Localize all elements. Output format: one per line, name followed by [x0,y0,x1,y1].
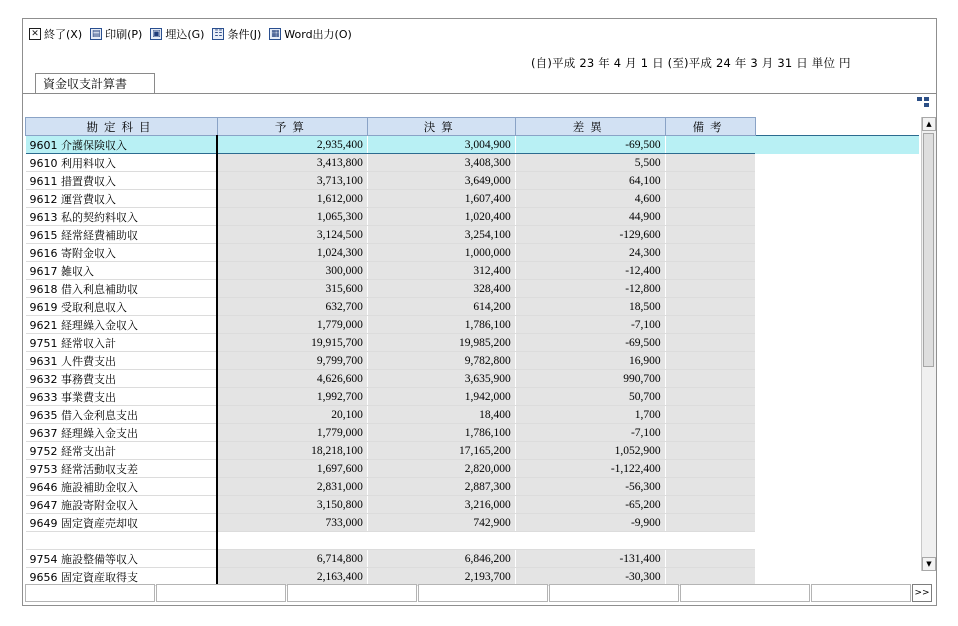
difference-cell[interactable]: 4,600 [515,190,665,208]
account-cell[interactable] [26,532,218,550]
actual-cell[interactable] [367,532,515,550]
budget-cell[interactable]: 19,915,700 [217,334,367,352]
remarks-cell[interactable] [665,514,755,532]
account-cell[interactable]: 9618 借入利息補助収 [26,280,218,298]
actual-cell[interactable]: 3,254,100 [367,226,515,244]
table-header-row [26,118,920,136]
exit-icon: ✕ [29,28,41,40]
difference-cell[interactable]: -1,122,400 [515,460,665,478]
table-row[interactable] [26,442,920,460]
table-row[interactable] [26,370,920,388]
table-row[interactable] [26,172,920,190]
tab-divider [23,93,936,94]
budget-cell[interactable]: 2,935,400 [217,136,367,154]
print-button-label: 印刷(P) [105,28,143,41]
account-cell[interactable]: 9633 事業費支出 [26,388,218,406]
difference-cell[interactable]: 16,900 [515,352,665,370]
budget-cell[interactable]: 733,000 [217,514,367,532]
account-cell[interactable]: 9635 借入金利息支出 [26,406,218,424]
account-cell[interactable]: 9646 施設補助金収入 [26,478,218,496]
actual-cell[interactable]: 614,200 [367,298,515,316]
budget-cell[interactable]: 1,779,000 [217,424,367,442]
difference-cell[interactable]: 1,052,900 [515,442,665,460]
difference-cell[interactable]: 990,700 [515,370,665,388]
account-cell[interactable]: 9637 経理繰入金支出 [26,424,218,442]
empty-cell [755,478,919,496]
table-row[interactable] [26,334,920,352]
print-icon: ▤ [91,28,101,39]
table-row[interactable] [26,280,920,298]
difference-cell[interactable]: 5,500 [515,154,665,172]
actual-cell[interactable]: 3,216,000 [367,496,515,514]
budget-cell[interactable]: 4,626,600 [217,370,367,388]
account-cell[interactable]: 9617 雑収入 [26,262,218,280]
status-cell [811,584,911,602]
account-table [25,117,919,586]
remarks-cell[interactable] [665,190,755,208]
budget-cell[interactable]: 3,150,800 [217,496,367,514]
remarks-cell[interactable] [665,298,755,316]
actual-cell[interactable]: 312,400 [367,262,515,280]
actual-cell[interactable]: 1,786,100 [367,316,515,334]
difference-cell[interactable]: 1,700 [515,406,665,424]
account-cell[interactable]: 9615 経常経費補助収 [26,226,218,244]
actual-cell[interactable]: 2,193,700 [367,568,515,586]
account-grid [25,117,919,584]
scroll-thumb[interactable] [923,133,934,367]
embed-button[interactable] [150,26,204,42]
header-account[interactable]: 勘定科目 [26,118,218,136]
remarks-cell[interactable] [665,136,755,154]
remarks-cell[interactable] [665,226,755,244]
empty-cell [755,298,919,316]
header-actual[interactable]: 決算 [367,118,515,136]
empty-cell [755,280,919,298]
empty-cell [755,424,919,442]
difference-cell[interactable]: -131,400 [515,550,665,568]
table-row[interactable] [26,460,920,478]
word-export-icon: ▦ [271,28,280,39]
difference-cell[interactable]: -7,100 [515,316,665,334]
budget-cell[interactable]: 3,124,500 [217,226,367,244]
table-row[interactable] [26,532,920,550]
header-empty [755,118,919,136]
budget-cell[interactable]: 9,799,700 [217,352,367,370]
difference-cell[interactable]: -12,400 [515,262,665,280]
table-row[interactable] [26,424,920,442]
remarks-cell[interactable] [665,568,755,586]
table-row[interactable] [26,208,920,226]
difference-cell[interactable] [515,532,665,550]
remarks-cell[interactable] [665,478,755,496]
actual-cell[interactable]: 328,400 [367,280,515,298]
status-cell [680,584,810,602]
account-cell[interactable]: 9613 私的契約料収入 [26,208,218,226]
remarks-cell[interactable] [665,442,755,460]
account-cell[interactable]: 9753 経常活動収支差 [26,460,218,478]
actual-cell[interactable]: 18,400 [367,406,515,424]
remarks-cell[interactable] [665,172,755,190]
actual-cell[interactable]: 742,900 [367,514,515,532]
empty-cell [755,208,919,226]
remarks-cell[interactable] [665,460,755,478]
table-row[interactable] [26,298,920,316]
embed-icon: ▣ [152,28,161,39]
budget-cell[interactable]: 2,831,000 [217,478,367,496]
table-row[interactable] [26,352,920,370]
status-cell [418,584,548,602]
status-cell [549,584,679,602]
tab-cash-flow-statement[interactable]: 資金収支計算書 [35,73,155,93]
remarks-cell[interactable] [665,388,755,406]
header-budget[interactable]: 予算 [217,118,367,136]
empty-cell [755,514,919,532]
empty-cell [755,550,919,568]
difference-cell[interactable]: -129,600 [515,226,665,244]
actual-cell[interactable]: 2,820,000 [367,460,515,478]
empty-cell [755,262,919,280]
account-cell[interactable]: 9621 経理繰入金収入 [26,316,218,334]
budget-cell[interactable]: 1,697,600 [217,460,367,478]
empty-cell [755,154,919,172]
remarks-cell[interactable] [665,316,755,334]
remarks-cell[interactable] [665,208,755,226]
table-row[interactable] [26,388,920,406]
difference-cell[interactable]: 24,300 [515,244,665,262]
difference-cell[interactable]: -7,100 [515,424,665,442]
status-cell [25,584,155,602]
difference-cell[interactable]: -12,800 [515,280,665,298]
account-cell[interactable]: 9631 人件費支出 [26,352,218,370]
table-row[interactable] [26,244,920,262]
empty-cell [755,370,919,388]
remarks-cell[interactable] [665,334,755,352]
table-row[interactable] [26,190,920,208]
budget-cell[interactable]: 315,600 [217,280,367,298]
table-row[interactable] [26,316,920,334]
table-row[interactable] [26,568,920,586]
account-cell[interactable]: 9601 介護保険収入 [26,136,218,154]
table-row[interactable] [26,406,920,424]
actual-cell[interactable]: 1,786,100 [367,424,515,442]
actual-cell[interactable]: 19,985,200 [367,334,515,352]
empty-cell [755,226,919,244]
table-row[interactable] [26,226,920,244]
word-export-button-label: Word出力(O) [284,28,352,41]
scroll-down-icon[interactable]: ▼ [922,557,936,571]
empty-cell [755,496,919,514]
account-cell[interactable]: 9610 利用料収入 [26,154,218,172]
table-row[interactable] [26,514,920,532]
budget-cell[interactable]: 1,779,000 [217,316,367,334]
grid-layout-icon[interactable] [917,97,930,110]
empty-cell [755,244,919,262]
scroll-up-icon[interactable]: ▲ [922,117,936,131]
remarks-cell[interactable] [665,532,755,550]
budget-cell[interactable]: 3,413,800 [217,154,367,172]
account-cell[interactable]: 9752 経常支出計 [26,442,218,460]
actual-cell[interactable]: 1,000,000 [367,244,515,262]
budget-cell[interactable]: 1,992,700 [217,388,367,406]
account-cell[interactable]: 9611 措置費収入 [26,172,218,190]
account-cell[interactable]: 9647 施設寄附金収入 [26,496,218,514]
difference-cell[interactable]: -69,500 [515,136,665,154]
account-cell[interactable]: 9751 経常収入計 [26,334,218,352]
remarks-cell[interactable] [665,424,755,442]
difference-cell[interactable]: 64,100 [515,172,665,190]
toolbar [29,25,360,43]
account-cell[interactable]: 9619 受取利息収入 [26,298,218,316]
budget-cell[interactable]: 632,700 [217,298,367,316]
empty-cell [755,136,919,154]
budget-cell[interactable]: 300,000 [217,262,367,280]
account-cell[interactable]: 9754 施設整備等収入 [26,550,218,568]
account-cell[interactable]: 9632 事務費支出 [26,370,218,388]
budget-cell[interactable]: 1,612,000 [217,190,367,208]
remarks-cell[interactable] [665,406,755,424]
period-label: (自)平成 23 年 4 月 1 日 (至)平成 24 年 3 月 31 日 単位 円 [531,56,851,70]
conditions-button[interactable] [212,26,261,42]
budget-cell[interactable]: 1,024,300 [217,244,367,262]
empty-cell [755,388,919,406]
empty-cell [755,352,919,370]
budget-cell[interactable]: 6,714,800 [217,550,367,568]
exit-button[interactable] [29,26,82,42]
actual-cell[interactable]: 1,020,400 [367,208,515,226]
account-cell[interactable]: 9649 固定資産売却収 [26,514,218,532]
remarks-cell[interactable] [665,352,755,370]
remarks-cell[interactable] [665,280,755,298]
table-row[interactable] [26,550,920,568]
budget-cell[interactable]: 18,218,100 [217,442,367,460]
table-row[interactable] [26,262,920,280]
remarks-cell[interactable] [665,262,755,280]
table-row[interactable] [26,136,920,154]
empty-cell [755,532,919,550]
empty-cell [755,568,919,586]
budget-cell[interactable]: 3,713,100 [217,172,367,190]
difference-cell[interactable]: -69,500 [515,334,665,352]
embed-button-label: 埋込(G) [165,28,205,41]
table-row[interactable] [26,496,920,514]
actual-cell[interactable]: 2,887,300 [367,478,515,496]
empty-cell [755,334,919,352]
difference-cell[interactable]: -30,300 [515,568,665,586]
actual-cell[interactable]: 17,165,200 [367,442,515,460]
conditions-button-label: 条件(J) [227,28,262,41]
empty-cell [755,316,919,334]
empty-cell [755,406,919,424]
budget-cell[interactable]: 20,100 [217,406,367,424]
account-cell[interactable]: 9656 固定資産取得支 [26,568,218,586]
report-window [22,18,937,606]
difference-cell[interactable]: 50,700 [515,388,665,406]
budget-cell[interactable] [217,532,367,550]
table-row[interactable] [26,154,920,172]
empty-cell [755,172,919,190]
actual-cell[interactable]: 1,942,000 [367,388,515,406]
remarks-cell[interactable] [665,244,755,262]
account-cell[interactable]: 9612 運営費収入 [26,190,218,208]
remarks-cell[interactable] [665,496,755,514]
status-bar [25,584,935,602]
actual-cell[interactable]: 3,635,900 [367,370,515,388]
remarks-cell[interactable] [665,370,755,388]
actual-cell[interactable]: 3,408,300 [367,154,515,172]
exit-button-label: 終了(X) [44,28,83,41]
difference-cell[interactable]: -65,200 [515,496,665,514]
print-button[interactable] [90,26,142,42]
empty-cell [755,460,919,478]
actual-cell[interactable]: 3,649,000 [367,172,515,190]
difference-cell[interactable]: 18,500 [515,298,665,316]
empty-cell [755,190,919,208]
table-row[interactable] [26,478,920,496]
remarks-cell[interactable] [665,154,755,172]
header-remarks[interactable]: 備考 [665,118,755,136]
more-button[interactable]: >> [912,584,932,602]
status-cell [156,584,286,602]
difference-cell[interactable]: -56,300 [515,478,665,496]
vertical-scrollbar[interactable] [921,117,936,571]
actual-cell[interactable]: 6,846,200 [367,550,515,568]
difference-cell[interactable]: 44,900 [515,208,665,226]
actual-cell[interactable]: 3,004,900 [367,136,515,154]
account-cell[interactable]: 9616 寄附金収入 [26,244,218,262]
empty-cell [755,442,919,460]
actual-cell[interactable]: 1,607,400 [367,190,515,208]
conditions-icon: ☷ [214,28,223,39]
difference-cell[interactable]: -9,900 [515,514,665,532]
actual-cell[interactable]: 9,782,800 [367,352,515,370]
word-export-button[interactable] [269,26,352,42]
status-cell [287,584,417,602]
remarks-cell[interactable] [665,550,755,568]
budget-cell[interactable]: 2,163,400 [217,568,367,586]
budget-cell[interactable]: 1,065,300 [217,208,367,226]
header-difference[interactable]: 差異 [515,118,665,136]
